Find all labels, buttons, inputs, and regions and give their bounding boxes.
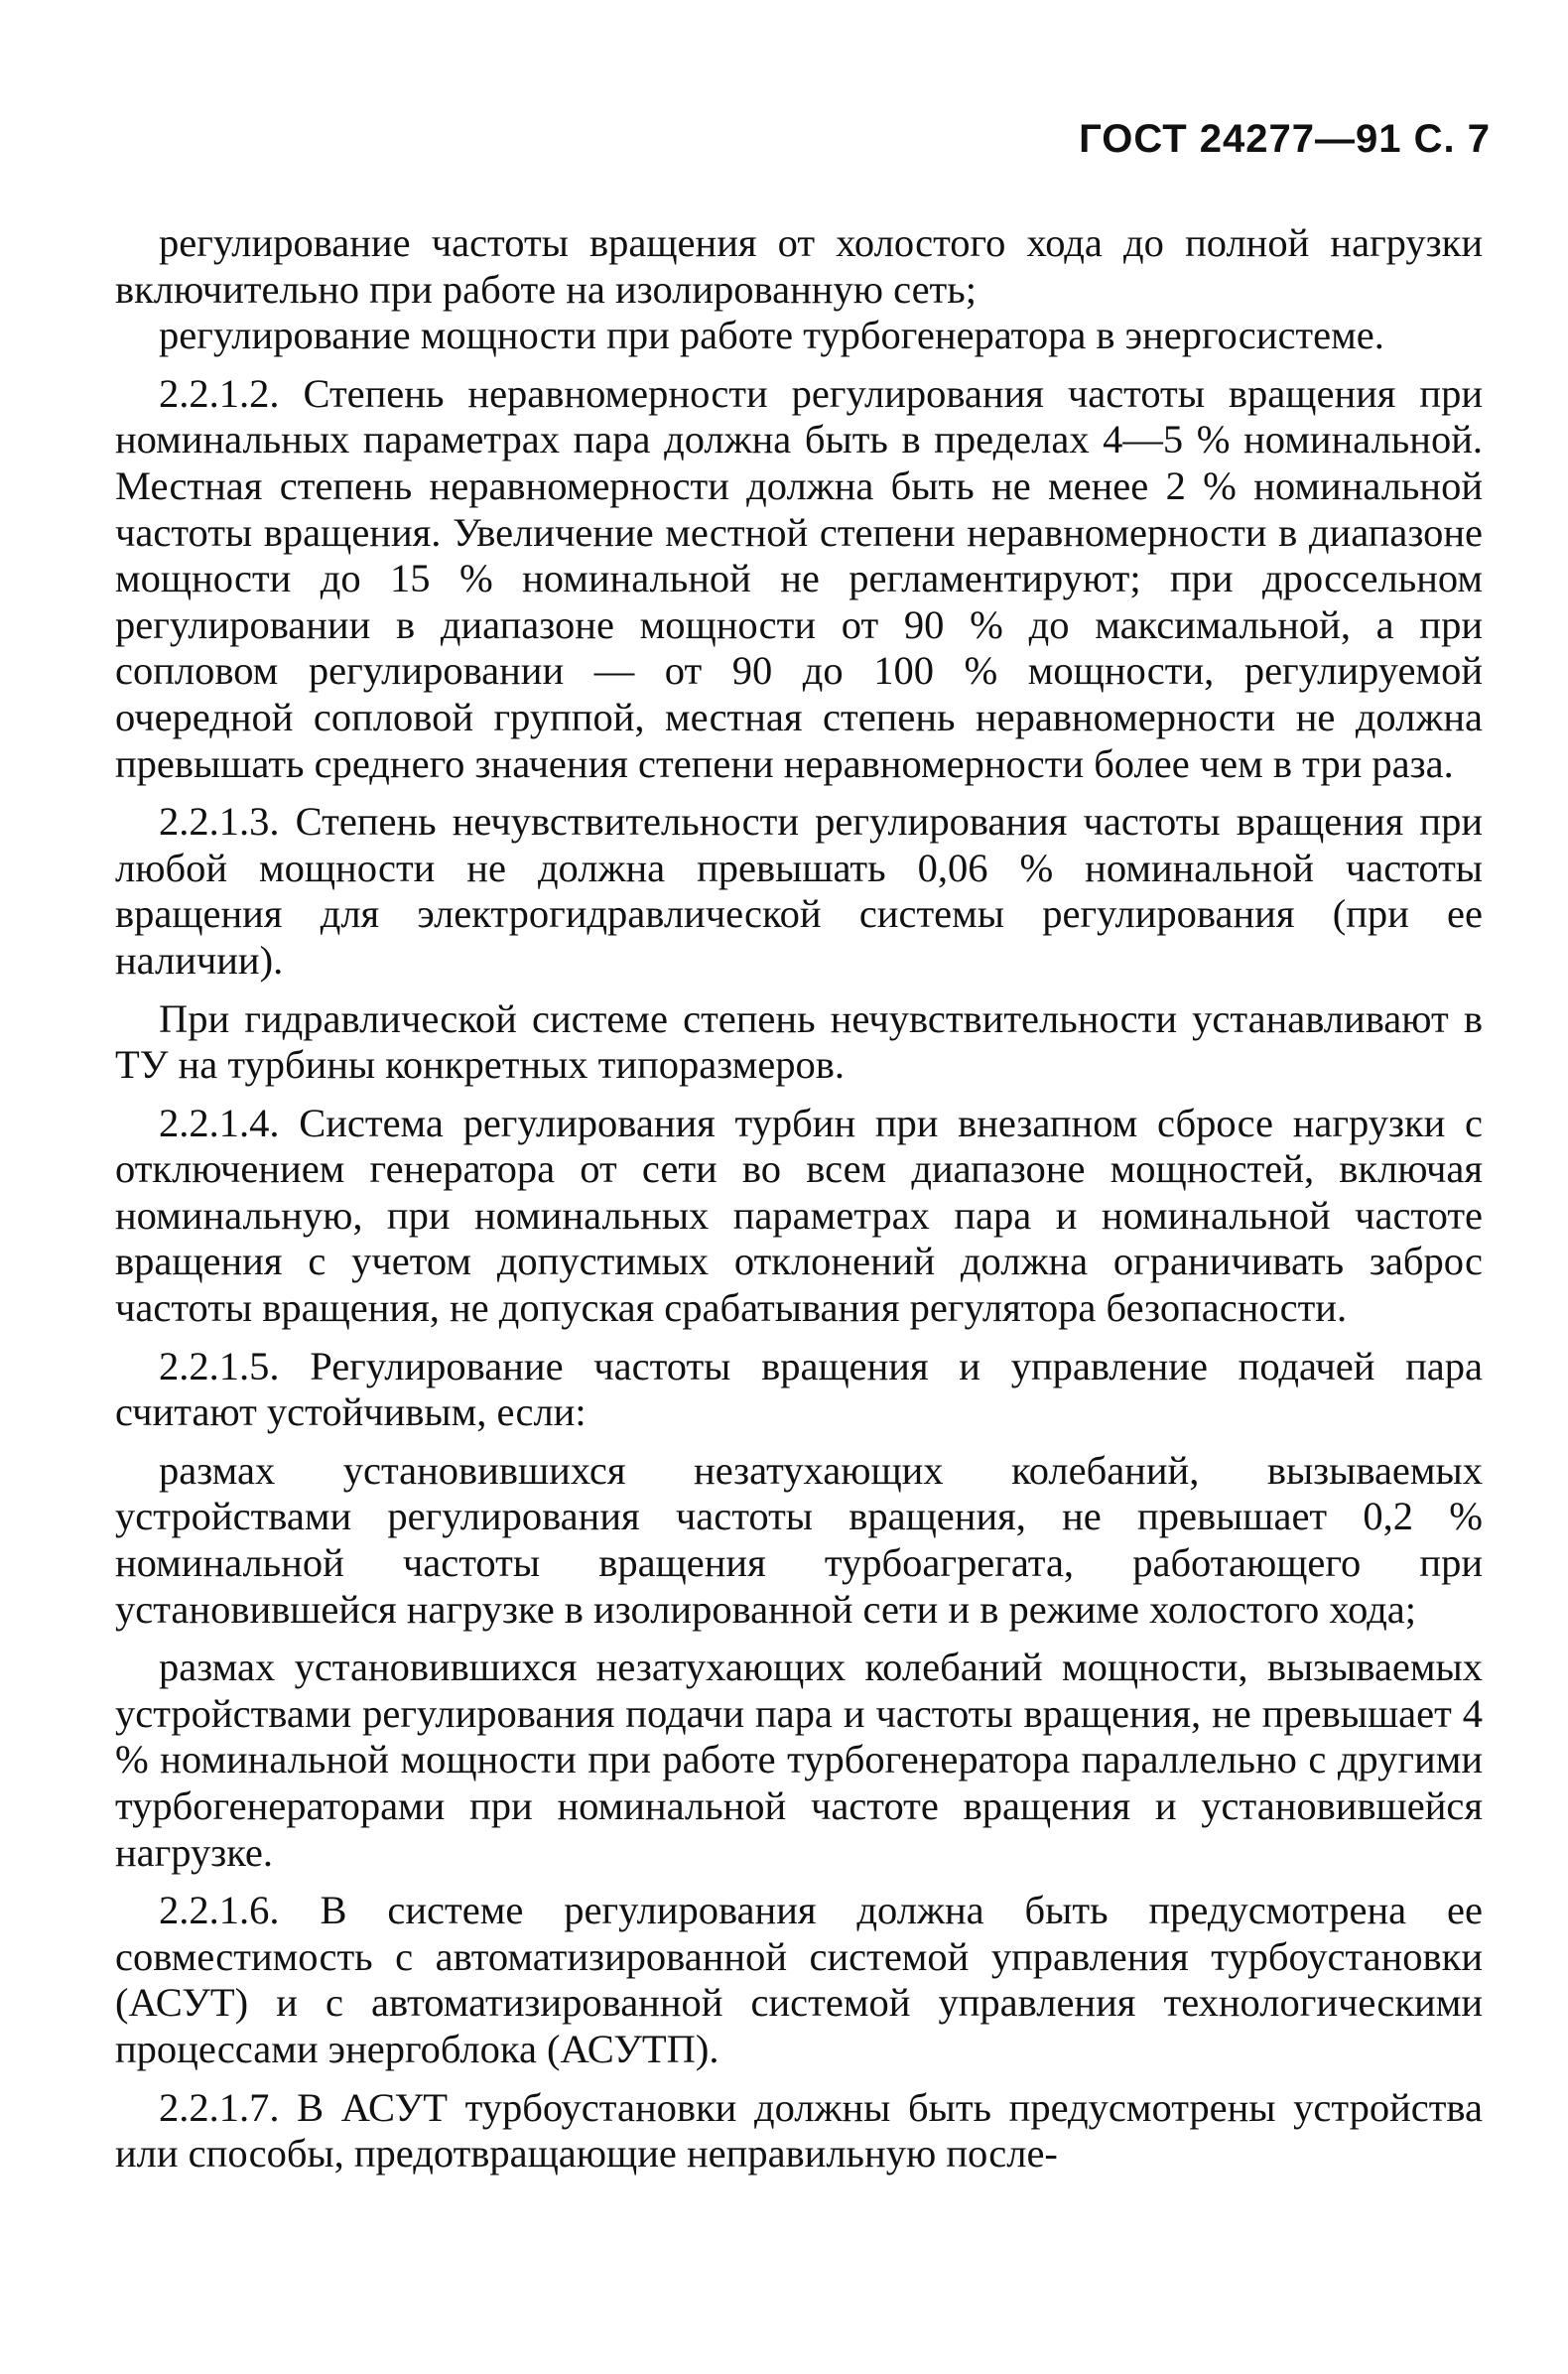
standard-number: ГОСТ 24277—91	[1079, 117, 1402, 161]
page-number: С. 7	[1413, 117, 1491, 161]
paragraph: 2.2.1.4. Система регулирования турбин при внезапном сбросе нагрузки с отключением генератора от сети во всем диапазоне мощностей, включая номинальную, при номинальных параметрах пара и номинальной частоте вращения с учетом допустимых отклонений должна ограничивать заброс частоты вращения, не допуская срабатывания регулятора безопасности.	[115, 1100, 1483, 1331]
document-body	[115, 220, 1483, 2177]
paragraph: регулирование мощности при работе турбогенератора в энергосистеме.	[159, 313, 1384, 358]
paragraph: 2.2.1.2. Степень неравномерности регулирования частоты вращения при номинальных параметрах пара должна быть в пределах 4—5 % номинальной. Местная степень неравномерности должна быть не менее 2 % номинальной частоты вращения. Увеличение местной степени неравномерности в диапазоне мощности до 15 % номинальной не регламентируют; при дроссельном регулировании в диапазоне мощности от 90 % до максимальной, а при сопловом регулировании — от 90 до 100 % мощности, регулируемой очередной сопловой группой, местная степень неравномерности не должна превышать среднего значения степени неравномерности более чем в три раза.	[115, 370, 1483, 786]
paragraph: размах установившихся незатухающих колебаний, вызываемых устройствами регулирования частоты вращения, не превышает 0,2 % номинальной частоты вращения турбоагрегата, работающего при установившейся нагрузке в изолированной сети и в режиме холостого хода;	[115, 1447, 1483, 1632]
paragraph: При гидравлической системе степень нечувствительности устанавливают в ТУ на турбины конкретных типоразмеров.	[115, 995, 1483, 1088]
paragraph: 2.2.1.3. Степень нечувствительности регулирования частоты вращения при любой мощности не должна превышать 0,06 % номинальной частоты вращения для электрогидравлической системы регулирования (при ее наличии).	[115, 799, 1483, 983]
paragraph: 2.2.1.5. Регулирование частоты вращения и управление подачей пара считают устойчивым, если:	[115, 1343, 1483, 1435]
paragraph: 2.2.1.6. В системе регулирования должна быть предусмотрена ее совместимость с автоматизированной системой управления турбоустановки (АСУТ) и с автоматизированной системой управления технологическими процессами энергоблока (АСУТП).	[115, 1888, 1483, 2071]
paragraph: регулирование частоты вращения от холостого хода до полной нагрузки включительно при работе на изолированную сеть;	[115, 220, 1483, 312]
paragraph: размах установившихся незатухающих колебаний мощности, вызываемых устройствами регулирования подачи пара и частоты вращения, не превышает 4 % номинальной мощности при работе турбогенератора параллельно с другими турбогенераторами при номинальной частоте вращения и установившейся нагрузке.	[115, 1645, 1483, 1875]
paragraph: 2.2.1.7. В АСУТ турбоустановки должны быть предусмотрены устройства или способы, предотвращающие неправильную после-	[115, 2084, 1483, 2176]
page-header	[1079, 117, 1491, 162]
